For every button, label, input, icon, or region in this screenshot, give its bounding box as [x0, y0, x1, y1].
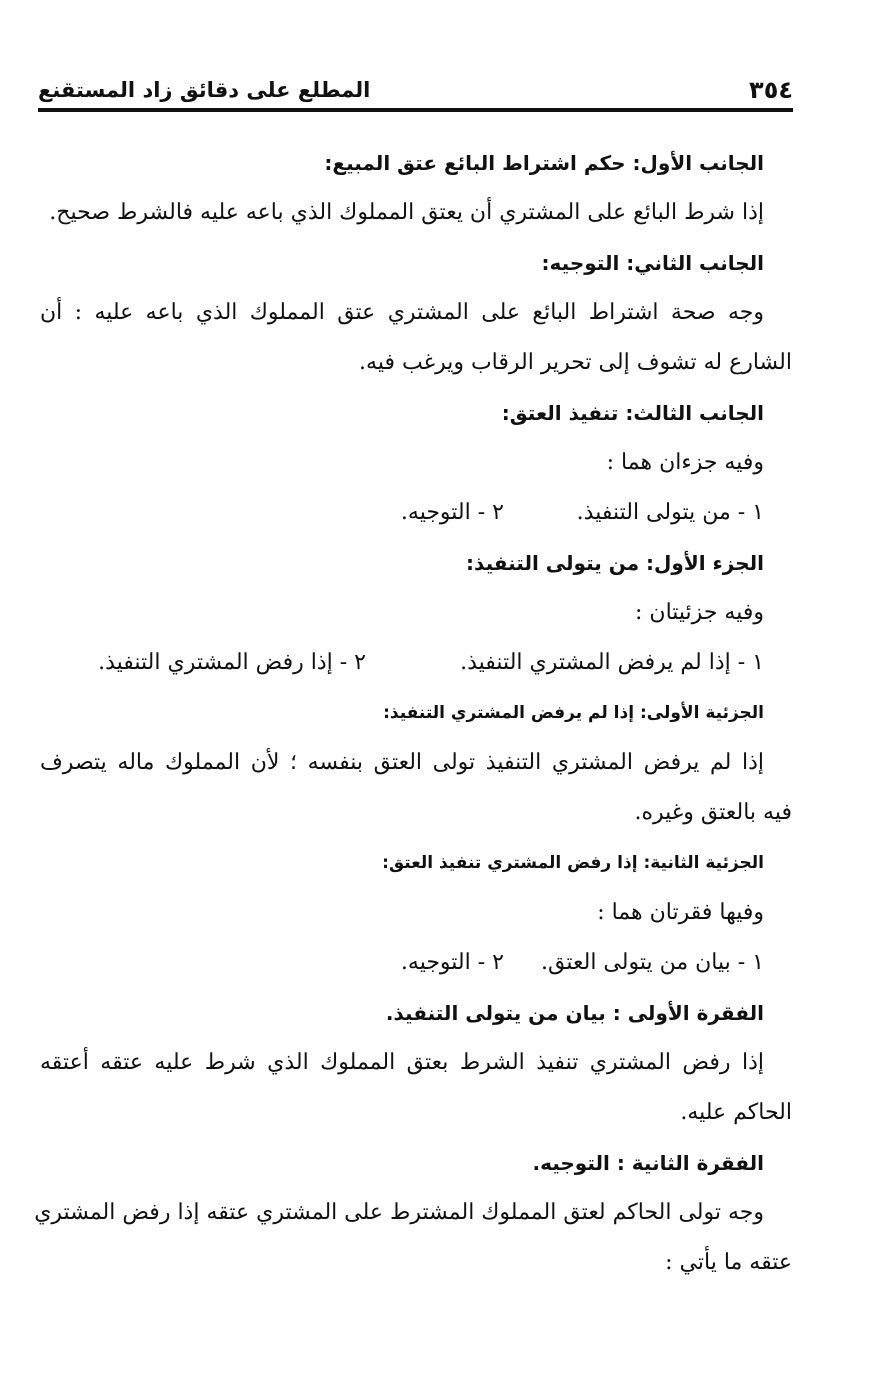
paragraph-line: وفيه جزءان هما :	[606, 450, 764, 475]
paragraph-line: وفيها فقرتان هما :	[597, 900, 764, 925]
paragraph-line: وفيه جزئيتان :	[635, 600, 764, 625]
section-heading: الفقرة الثانية : التوجيه.	[532, 1151, 764, 1175]
paragraph-line: وجه صحة اشتراط البائع على المشتري عتق المملوك الذي باعه عليه : أن	[40, 300, 764, 325]
numbered-list	[40, 488, 792, 538]
paragraph-line: إذا لم يرفض المشتري التنفيذ تولى العتق بنفسه ؛ لأن المملوك ماله يتصرف	[40, 750, 764, 775]
list-item: ١ - بيان من يتولى العتق.	[541, 950, 764, 975]
book-title: المطلع على دقائق زاد المستقنع	[38, 78, 371, 102]
list-item: ٢ - إذا رفض المشتري التنفيذ.	[98, 650, 366, 675]
paragraph-line: فيه بالعتق وغيره.	[634, 800, 792, 825]
paragraph-line: إذا شرط البائع على المشتري أن يعتق المملوك الذي باعه عليه فالشرط صحيح.	[49, 200, 764, 225]
page-body	[34, 138, 792, 1288]
paragraph-line: الشارع له تشوف إلى تحرير الرقاب ويرغب فيه.	[359, 350, 792, 375]
numbered-list	[40, 638, 792, 688]
header-divider	[38, 108, 793, 112]
paragraph-line: وجه تولى الحاكم لعتق المملوك المشترط على المشتري عتقه إذا رفض المشتري	[34, 1200, 764, 1225]
numbered-list	[40, 938, 792, 988]
section-heading: الجانب الثالث: تنفيذ العتق:	[501, 401, 764, 425]
section-heading: الجزئية الأولى: إذا لم يرفض المشتري التنفيذ:	[383, 703, 764, 723]
list-item: ١ - من يتولى التنفيذ.	[576, 500, 764, 525]
section-heading: الفقرة الأولى : بيان من يتولى التنفيذ.	[385, 1001, 764, 1025]
paragraph-line: عتقه ما يأتي :	[665, 1250, 792, 1275]
page-header	[38, 64, 793, 104]
section-heading: الجزء الأول: من يتولى التنفيذ:	[466, 551, 764, 575]
page-number: ٣٥٤	[749, 76, 793, 104]
section-heading: الجزئية الثانية: إذا رفض المشتري تنفيذ العتق:	[382, 853, 764, 873]
paragraph-line: إذا رفض المشتري تنفيذ الشرط بعتق المملوك الذي شرط عليه عتقه أعتقه	[40, 1050, 764, 1075]
section-heading: الجانب الأول: حكم اشتراط البائع عتق المبيع:	[324, 151, 764, 175]
list-item: ٢ - التوجيه.	[400, 950, 504, 975]
section-heading: الجانب الثاني: التوجيه:	[541, 251, 764, 275]
list-item: ٢ - التوجيه.	[400, 500, 504, 525]
list-item: ١ - إذا لم يرفض المشتري التنفيذ.	[460, 650, 764, 675]
paragraph-line: الحاكم عليه.	[680, 1100, 792, 1125]
